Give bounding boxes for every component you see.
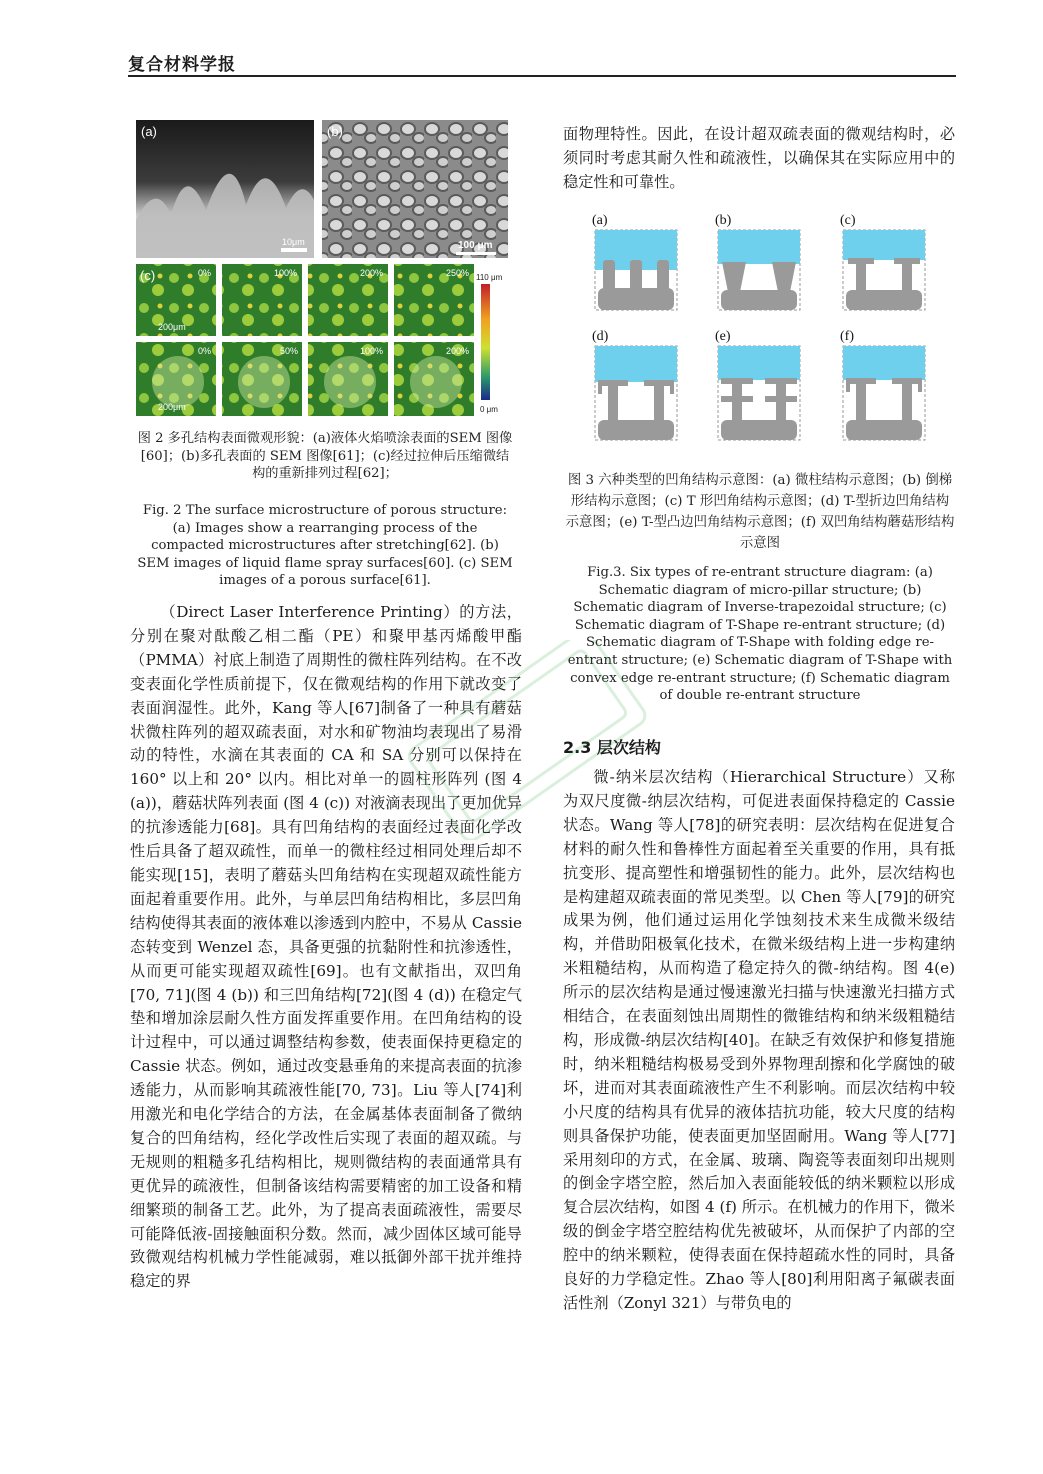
svg-text:0 μm: 0 μm bbox=[480, 405, 498, 414]
figure-2c-scale-2: 200μm bbox=[158, 402, 186, 412]
svg-text:(b): (b) bbox=[715, 213, 732, 228]
svg-text:(e): (e) bbox=[715, 329, 731, 344]
figure-2b-scale: 100 μm bbox=[458, 240, 493, 251]
figure-3-image bbox=[590, 210, 940, 462]
figure-2c-scale-1: 200μm bbox=[158, 322, 186, 332]
figure-2a-scale: 10μm bbox=[282, 237, 305, 247]
figure-3e-diagram bbox=[718, 346, 800, 440]
figure-3b-diagram bbox=[718, 230, 800, 310]
svg-text:200%: 200% bbox=[446, 346, 470, 356]
figure-2 bbox=[136, 120, 508, 418]
figure-3-caption-cn: 图 3 六种类型的凹角结构示意图：(a) 微柱结构示意图；(b) 倒梯形结构示意图；(c) T 形凹角结构示意图；(d) T-型折边凹角结构示意图；(e) T-型凸边凹角结构示意图；(f) 双凹角结构蘑菇形结构示意图 bbox=[565, 473, 955, 551]
figure-3d-diagram bbox=[595, 346, 677, 440]
svg-text:100%: 100% bbox=[274, 268, 298, 278]
figure-2c-colorbar bbox=[481, 284, 490, 400]
svg-text:50%: 50% bbox=[280, 346, 299, 356]
right-column-top-text: 面物理特性。因此，在设计超双疏表面的微观结构时，必须同时考虑其耐久性和疏液性，以确保其在实际应用中的稳定性和可靠性。 bbox=[563, 125, 955, 191]
svg-text:200%: 200% bbox=[360, 268, 384, 278]
svg-text:(a): (a) bbox=[592, 213, 608, 228]
figure-3-caption-en: Fig.3. Six types of re-entrant structure diagram: (a) Schematic diagram of micro-pillar structure; (b) Schematic diagram of Inverse-trapezoidal structure; (c) Schematic diagram of T-Shape re-entrant structure; (d) Schematic diagram of T-Shape with folding edge re-entrant structure; (e) Schematic diagram of T-Shape with convex edge re-entrant structure; (f) Schematic diagram of double re-entrant structure bbox=[567, 565, 953, 704]
svg-text:(f): (f) bbox=[840, 329, 854, 344]
figure-3 bbox=[590, 210, 940, 462]
figure-2b-sem bbox=[322, 120, 508, 258]
figure-2-caption-cn: 图 2 多孔结构表面微观形貌：(a)液体火焰喷涂表面的SEM 图像[60]；(b)多孔表面的 SEM 图像[61]；(c)经过拉伸后压缩微结构的重新排列过程[62]； bbox=[137, 431, 513, 481]
svg-text:(d): (d) bbox=[592, 329, 609, 344]
figure-3f-diagram bbox=[843, 346, 925, 440]
svg-text:0%: 0% bbox=[198, 346, 212, 356]
svg-text:(c): (c) bbox=[840, 213, 856, 228]
figure-2a-label: (a) bbox=[141, 124, 157, 139]
svg-text:250%: 250% bbox=[446, 268, 470, 278]
figure-2c-label: (c) bbox=[140, 268, 156, 283]
figure-2c-row1 bbox=[136, 264, 474, 336]
section-heading: 2.3 层次结构 bbox=[563, 738, 661, 757]
svg-text:100%: 100% bbox=[360, 346, 384, 356]
header-rule bbox=[128, 75, 956, 77]
figure-3a-diagram bbox=[595, 230, 677, 310]
right-column-body: 微-纳米层次结构（Hierarchical Structure）又称为双尺度微-纳层次结构，可促进表面保持稳定的 Cassie 状态。Wang 等人[78]的研究表明：层次结构在促进复合材料的耐久性和鲁棒性方面起着至关重要的作用，具有抵抗变形、提高塑性和增强韧性的能力。此外，层次结构也是构建超双疏表面的常见类型。以 Chen 等人[79]的研究成果为例，他们通过运用化学蚀刻技术来生成微米级结构，并借助阳极氧化技术，在微米级结构上进一步构建纳米粗糙结构，从而构造了稳定持久的微-纳结构。图 4(e) 所示的层次结构是通过慢速激光扫描与快速激光扫描方式相结合，在表面刻蚀出周期性的微锥结构和纳米级粗糙结构，形成微-纳层次结构[40]。在缺乏有效保护和修复措施时，纳米粗糙结构极易受到外界物理刮擦和化学腐蚀的破坏，进而对其表面疏液性产生不利影响。而层次结构中较小尺度的结构具有优异的液体拮抗功能，较大尺度的结构则具备保护功能，使表面更加坚固耐用。Wang 等人[77]采用刻印的方式，在金属、玻璃、陶瓷等表面刻印出规则的倒金字塔空腔，然后加入表面能较低的纳米颗粒以形成复合层次结构，如图 4 (f) 所示。在机械力的作用下，微米级的倒金字塔空腔结构优先被破坏，从而保护了内部的空腔中的纳米颗粒，使得表面在保持超疏水性的同时，具备良好的力学稳定性。Zhao 等人[80]利用阳离子氟碳表面活性剂（Zonyl 321）与带负电的 bbox=[563, 768, 955, 1312]
figure-2c-row2 bbox=[136, 342, 474, 416]
figure-2b-label: (b) bbox=[327, 124, 343, 139]
figure-2-caption-en: Fig. 2 The surface microstructure of porous structure: (a) Images show a rearranging process of the compacted microstructures after stretching[62]. (b) SEM images of liquid flame spray surfaces[60]. (c) SEM images of a porous surface[61]. bbox=[137, 503, 513, 588]
journal-title: 复合材料学报 bbox=[128, 55, 236, 75]
svg-text:0%: 0% bbox=[198, 268, 212, 278]
figure-3c-diagram bbox=[843, 230, 925, 310]
left-column-body: （Direct Laser Interference Printing）的方法，分别在聚对酞酸乙相二酯（PE）和聚甲基丙烯酸甲酯（PMMA）衬底上制造了周期性的微柱阵列结构。在不改变表面化学性质前提下，仅在微观结构的作用下就改变了表面润湿性。此外，Kang 等人[67]制备了一种具有蘑菇状微柱阵列的超双疏表面，对水和矿物油均表现出了易滑动的特性，水滴在其表面的 CA 和 SA 分别可以保持在 160° 以上和 20° 以内。相比对单一的圆柱形阵列 (图 4 (a))，蘑菇状阵列表面 (图 4 (c)) 对液滴表现出了更加优异的抗渗透能力[68]。具有凹角结构的表面经过表面化学改性后具备了超双疏性，而单一的微柱经过相同处理后却不能实现[15]，表明了蘑菇头凹角结构在实现超双疏性能方面起着重要作用。此外，与单层凹角结构相比，多层凹角结构使得其表面的液体难以渗透到内腔中，不易从 Cassie 态转变到 Wenzel 态，具备更强的抗黏附性和抗渗透性，从而更可能实现超双疏性[69]。也有文献指出，双凹角[70, 71](图 4 (b)) 和三凹角结构[72](图 4 (d)) 在稳定气垫和增加涂层耐久性方面发挥重要作用。在凹角结构的设计过程中，可以通过调整结构参数，使表面保持更稳定的 Cassie 状态。例如，通过改变悬垂角的来提高表面的抗渗透能力，从而影响其疏液性能[70, 73]。Liu 等人[74]利用激光和电化学结合的方法，在金属基体表面制备了微纳复合的凹角结构，经化学改性后实现了表面的超双疏。与无规则的粗糙多孔结构相比，规则微结构的表面通常具有更优异的疏液性，但制备该结构需要精密的加工设备和精细繁琐的制备工艺。此外，为了提高表面疏液性，需要尽可能降低液-固接触面积分数。然而，减少固体区域可能导致微观结构机械力学性能减弱，难以抵御外部干扰并维持稳定的界 bbox=[130, 603, 522, 1291]
figure-2-image bbox=[136, 120, 508, 418]
svg-text:110 μm: 110 μm bbox=[476, 273, 503, 282]
